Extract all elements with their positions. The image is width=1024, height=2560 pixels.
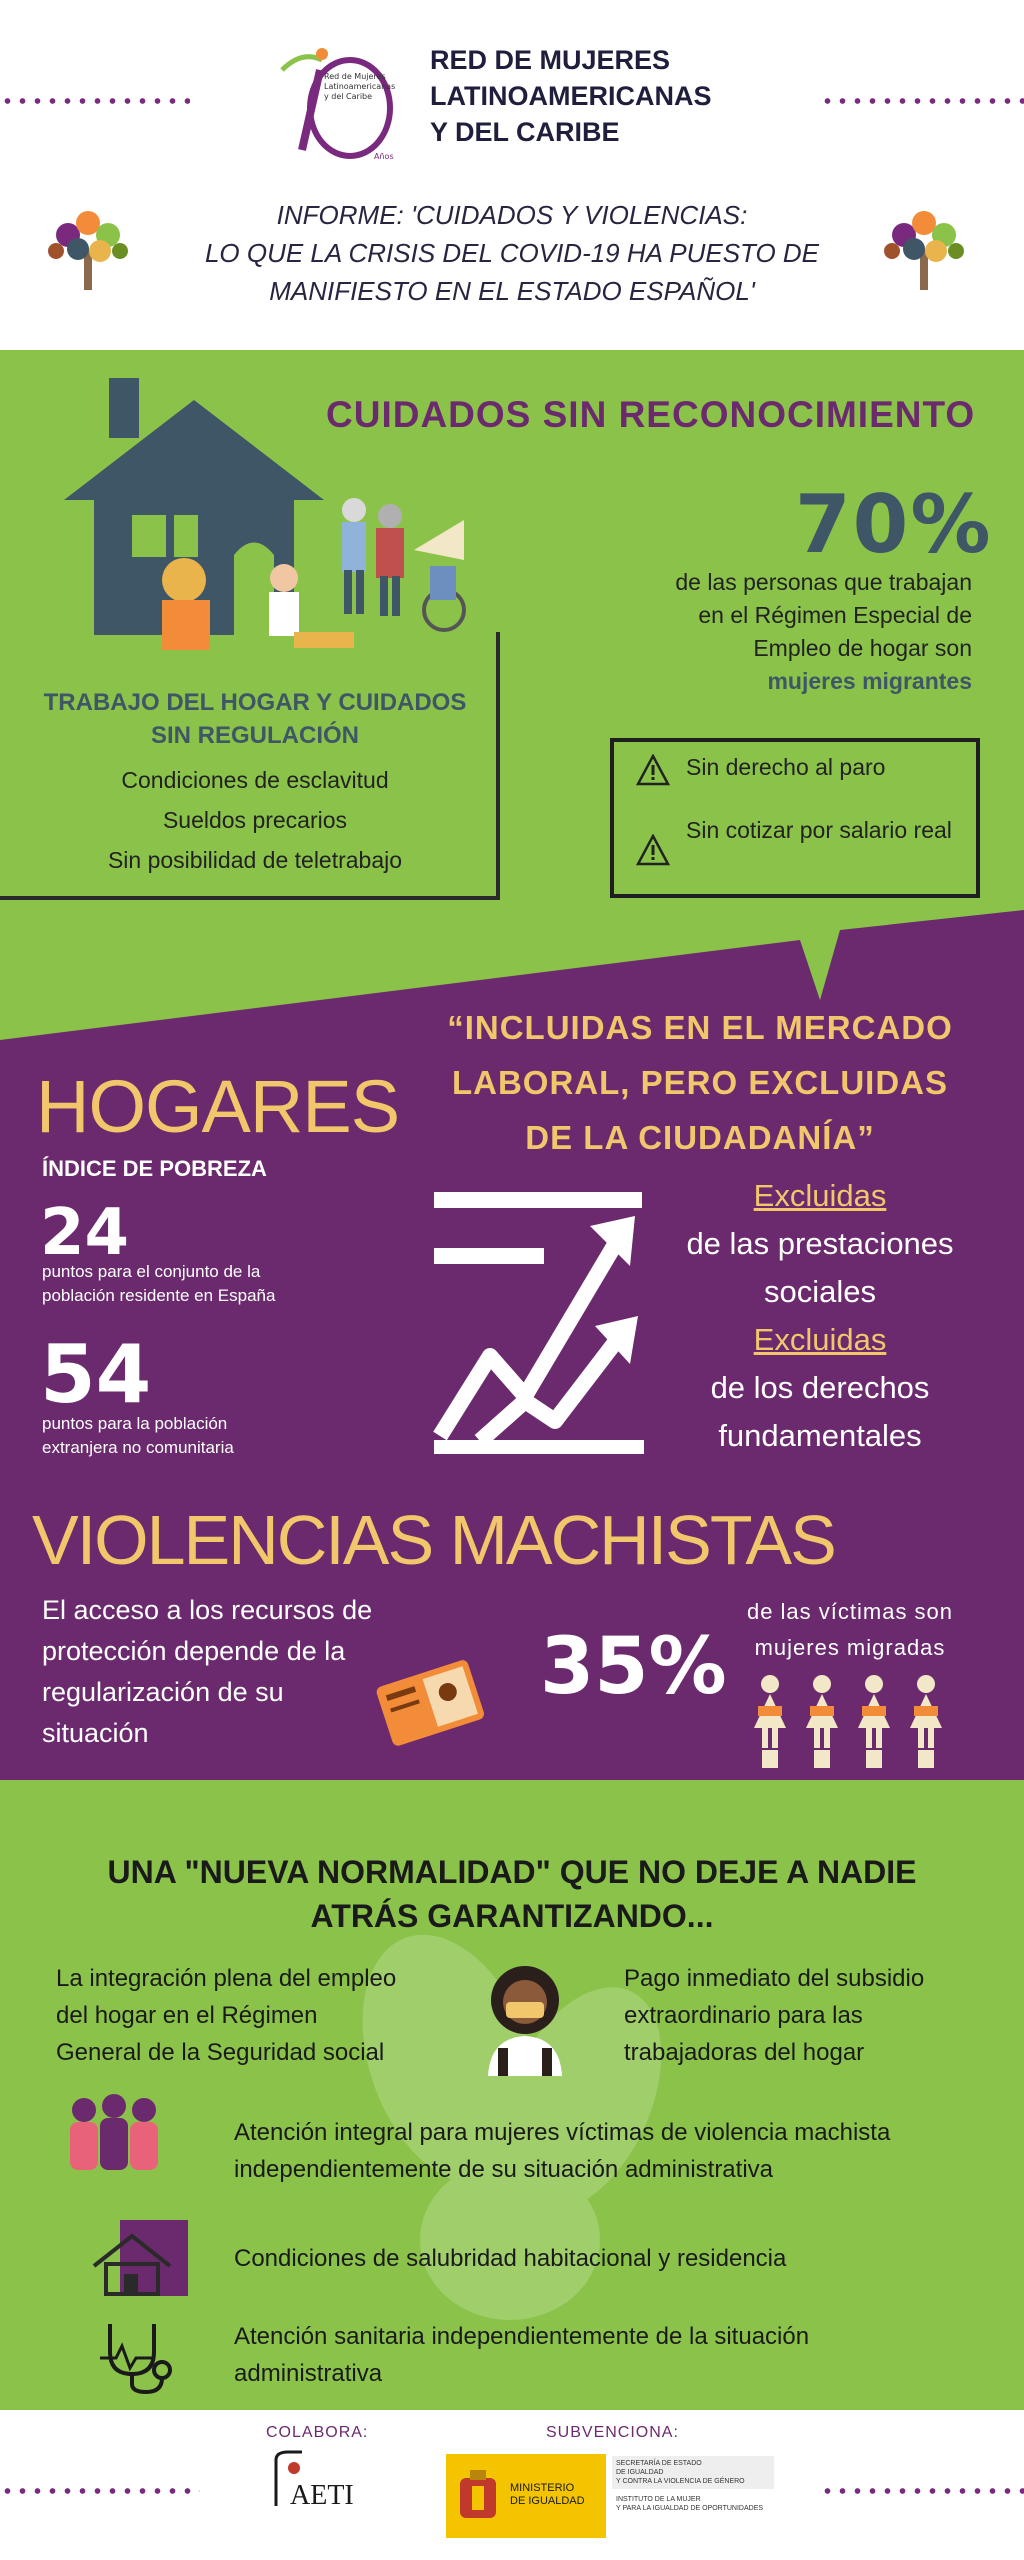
warning-text: Sin cotizar por salario real [686, 817, 952, 843]
violencias-stat-text [700, 1594, 1000, 1666]
right-line: extraordinario para las [624, 2002, 863, 2029]
org-name [430, 42, 711, 150]
left-line: del hogar en el Régimen [56, 2002, 318, 2029]
house-hand-icon [86, 2216, 192, 2300]
women-pictogram [748, 1672, 958, 1772]
quote-line: DE LA CIUDADANÍA” [525, 1119, 875, 1156]
box-title-line: SIN REGULACIÓN [150, 722, 359, 749]
excluded-line: sociales [764, 1274, 876, 1309]
right-line: trabajadoras del hogar [624, 2039, 865, 2066]
tree-icon-left [38, 205, 138, 295]
warning-row-2 [636, 816, 966, 876]
cuidados-heading: CUIDADOS SIN RECONOCIMIENTO [326, 394, 976, 435]
tree-icon-right [874, 205, 974, 295]
cuidados-stat-text [600, 566, 972, 698]
org-logo [262, 30, 402, 170]
box-item: Condiciones de esclavitud [121, 767, 389, 793]
stat-text-line: Empleo de hogar son [753, 635, 972, 661]
normalidad-item-2: Condiciones de salubridad habitacional y residencia [234, 2245, 787, 2272]
regulation-box-title [20, 686, 490, 752]
quote-line: LABORAL, PERO EXCLUIDAS [451, 1064, 949, 1101]
violencias-line: situación [42, 1718, 149, 1748]
report-title-line: INFORME: 'CUIDADOS Y VIOLENCIAS: [276, 200, 748, 230]
regulation-box-items [20, 760, 490, 880]
cuidados-stat: 70% [795, 478, 993, 571]
heading-line: ATRÁS GARANTIZANDO... [310, 1898, 714, 1934]
excluded-title: Excluidas [753, 1178, 887, 1213]
report-title [150, 196, 874, 310]
org-name-line: RED DE MUJERES [430, 45, 671, 75]
footer-dots-left [0, 2488, 200, 2494]
stat-text-line: de las personas que trabajan [675, 569, 972, 595]
excluded-line: de los derechos [710, 1370, 930, 1405]
hogares-subheading: ÍNDICE DE POBREZA [42, 1156, 267, 1181]
left-line: General de la Seguridad social [56, 2039, 385, 2066]
excluded-block [660, 1172, 980, 1460]
ministry-small-line: Y PARA LA IGUALDAD DE OPORTUNIDADES [616, 2505, 764, 2512]
header-dots-left [0, 98, 190, 104]
logo-line: Red de Mujeres [324, 72, 386, 81]
item-line: Atención sanitaria independientemente de la situación [234, 2323, 810, 2350]
item-line: independientemente de su situación administrativa [234, 2156, 774, 2183]
hogares-stat-1: 24 [40, 1196, 130, 1270]
growth-chart-icon [430, 1186, 650, 1456]
heading-line: UNA "NUEVA NORMALIDAD" QUE NO DEJE A NADIE [107, 1854, 917, 1890]
item-line: Atención integral para mujeres víctimas de violencia machista [234, 2119, 891, 2146]
hogares-quote [400, 1000, 1000, 1165]
logo-small-text [324, 72, 395, 102]
ministry-small-line: SECRETARÍA DE ESTADO [616, 2460, 702, 2467]
ministry-small-line: INSTITUTO DE LA MUJER [616, 2496, 701, 2503]
stat-text-line: puntos para la población [42, 1414, 228, 1433]
box-item: Sueldos precarios [162, 807, 348, 833]
ministry-line: MINISTERIO [510, 2482, 575, 2494]
ministry-subunits [612, 2456, 774, 2513]
excluded-line: fundamentales [718, 1418, 922, 1453]
normalidad-heading [60, 1850, 964, 1938]
excluded-line: de las prestaciones [686, 1226, 954, 1261]
woman-mask-icon [470, 1958, 580, 2078]
ministry-small-line: Y CONTRA LA VIOLENCIA DE GÉNERO [616, 2478, 745, 2485]
excluded-title: Excluidas [753, 1322, 887, 1357]
hogares-stat-2-text [42, 1412, 234, 1460]
warning-icon [636, 834, 670, 866]
item-line: administrativa [234, 2360, 383, 2387]
normalidad-right-text [624, 1960, 968, 2071]
box-title-line: TRABAJO DEL HOGAR Y CUIDADOS [43, 689, 467, 716]
normalidad-left-text [56, 1960, 442, 2071]
subvenciona-label: SUBVENCIONA: [546, 2424, 679, 2441]
hogares-stat-1-text [42, 1260, 275, 1308]
colabora-label: COLABORA: [266, 2424, 369, 2441]
stat-text-line: población residente en España [42, 1286, 276, 1305]
quote-line: “INCLUIDAS EN EL MERCADO [447, 1009, 953, 1046]
violencias-line: protección depende de la [42, 1636, 346, 1666]
footer-dots-right [820, 2488, 1024, 2494]
stat-text-line: puntos para el conjunto de la [42, 1262, 261, 1281]
box-item: Sin posibilidad de teletrabajo [107, 847, 403, 873]
report-title-line: MANIFIESTO EN EL ESTADO ESPAÑOL' [269, 276, 755, 306]
coat-of-arms-icon [456, 2468, 500, 2524]
ministry-name [510, 2482, 585, 2508]
stat-emphasis: mujeres migrantes [767, 668, 972, 694]
violencias-stat: 35% [540, 1622, 727, 1712]
women-group-icon [68, 2092, 160, 2172]
aeti-logo-text: AETI [290, 2480, 354, 2511]
stat-text-line: en el Régimen Especial de [698, 602, 972, 628]
ministry-small-line: DE IGUALDAD [616, 2469, 664, 2476]
aeti-logo [268, 2450, 364, 2550]
stethoscope-icon [96, 2318, 180, 2396]
logo-line: y del Caribe [324, 92, 373, 101]
stat-text-line: de las víctimas son [746, 1599, 954, 1624]
stat-text-line: extranjera no comunitaria [42, 1438, 234, 1457]
ministry-line: DE IGUALDAD [510, 2495, 585, 2507]
passport-icon [370, 1652, 490, 1752]
violencias-heading: VIOLENCIAS MACHISTAS [32, 1501, 835, 1579]
header-dots-right [820, 98, 1024, 104]
logo-badge: Años [374, 152, 394, 161]
hogares-heading: HOGARES [36, 1065, 400, 1148]
right-line: Pago inmediato del subsidio [624, 1965, 925, 1992]
normalidad-item-3 [234, 2318, 1014, 2392]
warning-row-1 [636, 752, 966, 792]
violencias-line: regularización de su [42, 1677, 284, 1707]
ministry-logo [446, 2454, 776, 2538]
logo-line: Latinoamericanas [324, 82, 396, 91]
normalidad-item-1 [234, 2114, 1014, 2188]
org-name-line: Y DEL CARIBE [430, 117, 620, 147]
warning-icon [636, 754, 670, 786]
left-line: La integración plena del empleo [56, 1965, 397, 1992]
stat-text-line: mujeres migradas [754, 1635, 946, 1660]
house-illustration [54, 370, 474, 670]
org-name-line: LATINOAMERICANAS [430, 81, 712, 111]
hogares-stat-2: 54 [40, 1328, 152, 1421]
warning-text: Sin derecho al paro [686, 754, 886, 780]
violencias-line: El acceso a los recursos de [42, 1595, 373, 1625]
report-title-line: LO QUE LA CRISIS DEL COVID-19 HA PUESTO DE [204, 238, 820, 268]
